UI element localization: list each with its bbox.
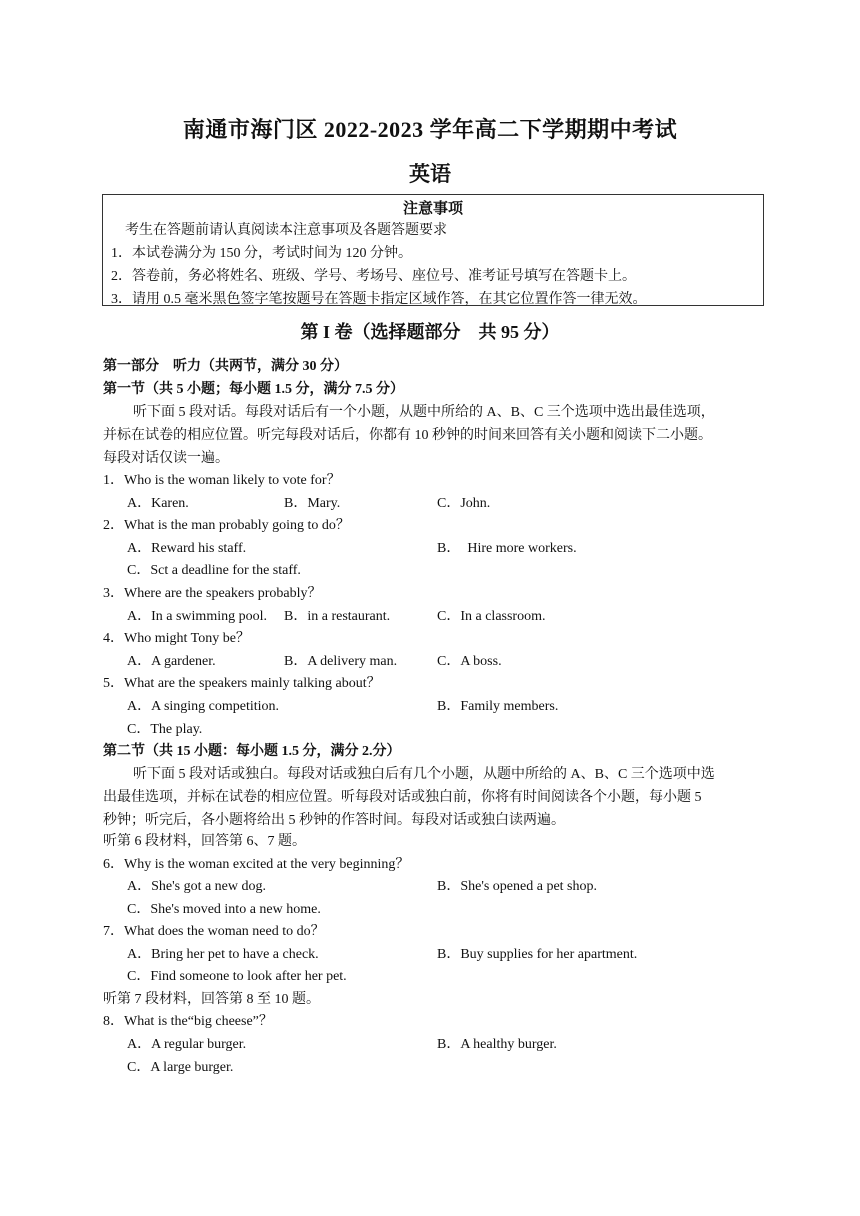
instruction-line: 听下面 5 段对话或独白。每段对话或独白后有几个小题，从题中所给的 A、B、C 三个选项中选 <box>133 767 715 782</box>
material-note: 听第 7 段材料，回答第 8 至 10 题。 <box>103 992 320 1007</box>
notice-line: 3．请用 0.5 毫米黑色签字笔按题号在答题卡指定区域作答，在其它位置作答一律无效。 <box>111 292 647 307</box>
question-stem: 7．What does the woman need to do？ <box>103 924 325 939</box>
option-b: B．Buy supplies for her apartment. <box>437 947 638 962</box>
question-stem: 6．Why is the woman excited at the very beginning？ <box>103 857 410 872</box>
option-c: C．John. <box>437 496 491 511</box>
option-a: A．A gardener. <box>127 654 216 669</box>
option-b: B．Family members. <box>437 699 559 714</box>
option-b: B．She's opened a pet shop. <box>437 879 598 894</box>
instruction-line: 每段对话仅读一遍。 <box>103 451 229 466</box>
question-stem: 2．What is the man probably going to do？ <box>103 518 350 533</box>
option-c: C．Find someone to look after her pet. <box>127 969 347 984</box>
option-b: B．Mary. <box>284 496 341 511</box>
instruction-line: 听下面 5 段对话。每段对话后有一个小题，从题中所给的 A、B、C 三个选项中选出最佳选项， <box>133 405 715 420</box>
option-c: C．A large burger. <box>127 1060 234 1075</box>
option-c: C．In a classroom. <box>437 609 546 624</box>
section-title: 第二节（共 15 小题：每小题 1.5 分，满分 2.分） <box>103 744 401 759</box>
question-stem: 1．Who is the woman likely to vote for？ <box>103 473 341 488</box>
material-note: 听第 6 段材料，回答第 6、7 题。 <box>103 834 306 849</box>
notice-line: 1．本试卷满分为 150 分，考试时间为 120 分钟。 <box>111 246 412 261</box>
part-title: 第一部分 听力（共两节，满分 30 分） <box>103 359 348 374</box>
option-a: A．Reward his staff. <box>127 541 247 556</box>
option-b: B．in a restaurant. <box>284 609 391 624</box>
option-c: C．A boss. <box>437 654 502 669</box>
notice-line: 2．答卷前，务必将姓名、班级、学号、考场号、座位号、准考证号填写在答题卡上。 <box>111 269 636 284</box>
section-title: 第一节（共 5 小题；每小题 1.5 分，满分 7.5 分） <box>103 382 404 397</box>
instruction-line: 秒钟；听完后，各小题将给出 5 秒钟的作答时间。每段对话或独白读两遍。 <box>103 813 565 828</box>
option-a: A．A regular burger. <box>127 1037 247 1052</box>
option-a: A．In a swimming pool. <box>127 609 267 624</box>
notice-title: 注意事项 <box>402 201 463 217</box>
question-stem: 8．What is the“big cheese”？ <box>103 1014 273 1029</box>
exam-title: 南通市海门区 2022-2023 学年高二下学期期中考试 <box>182 117 678 142</box>
instruction-line: 并标在试卷的相应位置。听完每段对话后，你都有 10 秒钟的时间来回答有关小题和阅读下二小题。 <box>103 428 712 443</box>
option-b: B．A healthy burger. <box>437 1037 557 1052</box>
notice-line: 考生在答题前请认真阅读本注意事项及各题答题要求 <box>125 223 447 238</box>
option-b: B． Hire more workers. <box>437 541 577 556</box>
instruction-line: 出最佳选项，并标在试卷的相应位置。听每段对话或独白前，你将有时间阅读各个小题，每小题 5 <box>103 790 702 805</box>
volume-title: 第 I 卷（选择题部分 共 95 分） <box>300 322 560 342</box>
option-c: C．The play. <box>127 722 203 737</box>
question-stem: 4．Who might Tony be？ <box>103 631 250 646</box>
option-a: A．Bring her pet to have a check. <box>127 947 319 962</box>
question-stem: 5．What are the speakers mainly talking about？ <box>103 676 381 691</box>
subject-title: 英语 <box>409 162 451 186</box>
notice-box <box>102 194 764 306</box>
question-stem: 3．Where are the speakers probably？ <box>103 586 322 601</box>
option-a: A．Karen. <box>127 496 189 511</box>
option-a: A．She's got a new dog. <box>127 879 267 894</box>
option-b: B．A delivery man. <box>284 654 398 669</box>
option-c: C．Sct a deadline for the staff. <box>127 563 301 578</box>
option-c: C．She's moved into a new home. <box>127 902 321 917</box>
option-a: A．A singing competition. <box>127 699 280 714</box>
